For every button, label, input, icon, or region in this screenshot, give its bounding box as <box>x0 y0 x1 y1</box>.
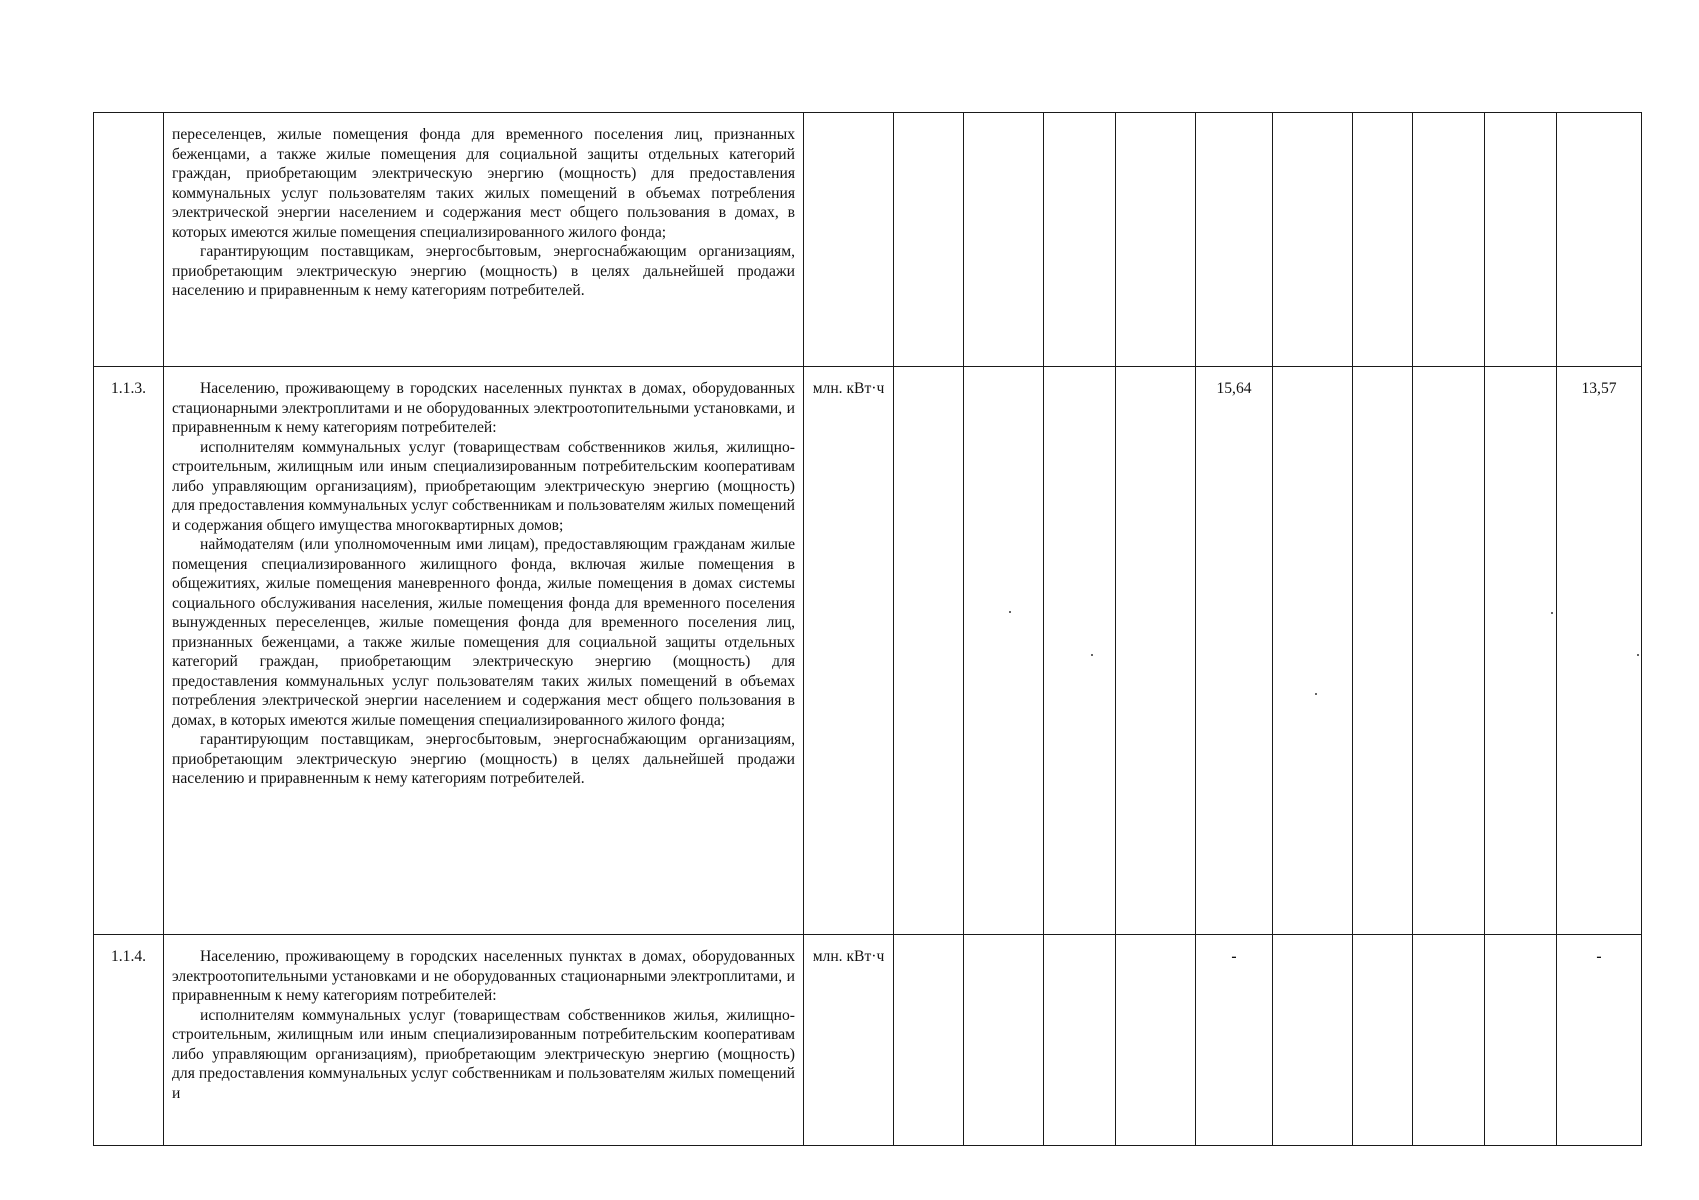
value-cell <box>1413 113 1485 367</box>
paragraph: гарантирующим поставщикам, энергосбытовым, энергоснабжающим организациям, приобретающим электрическую энергию (мощность) в целях дальнейшей продажи населению и приравненным к нему категориям потребителей. <box>172 243 795 299</box>
table-row <box>94 113 1642 367</box>
value-cell <box>1044 935 1116 1146</box>
value-cell <box>1273 113 1353 367</box>
value-cell <box>1116 367 1196 935</box>
value-cell: - <box>1196 935 1273 1146</box>
paragraph: гарантирующим поставщикам, энергосбытовым, энергоснабжающим организациям, приобретающим электрическую энергию (мощность) в целях дальнейшей продажи населению и приравненным к нему категориям потребителей. <box>172 731 795 787</box>
table-row <box>94 367 1642 935</box>
value-cell <box>1044 113 1116 367</box>
row-number <box>94 113 164 367</box>
value-cell <box>964 935 1044 1146</box>
scan-speck <box>1315 693 1317 695</box>
scan-speck <box>1637 654 1639 656</box>
paragraph: исполнителям коммунальных услуг (товариществам собственников жилья, жилищно-строительным, жилищным или иным специализированным потребительским кооперативам либо управляющим организациям), приобретающим электрическую энергию (мощность) для предоставления коммунальных услуг собственникам и пользователям жилых помещений и <box>172 1006 795 1102</box>
value-cell <box>1273 935 1353 1146</box>
value-cell <box>1485 367 1557 935</box>
value-cell <box>894 367 964 935</box>
paragraph: исполнителям коммунальных услуг (товариществам собственников жилья, жилищно-строительным, жилищным или иным специализированным потребительским кооперативам либо управляющим организациям), приобретающим электрическую энергию (мощность) для предоставления коммунальных услуг собственникам и пользователям жилых помещений и содержания общего имущества многоквартирных домов; <box>172 438 795 534</box>
row-description <box>164 367 804 935</box>
value-cell <box>1485 113 1557 367</box>
scan-speck <box>1551 612 1553 614</box>
value-cell: 15,64 <box>1196 367 1273 935</box>
tariff-table <box>93 112 1642 1146</box>
value-cell <box>1557 113 1642 367</box>
value-cell <box>894 113 964 367</box>
scan-speck <box>1091 654 1093 656</box>
value-cell <box>1485 935 1557 1146</box>
value-cell <box>1044 367 1116 935</box>
value-cell <box>1413 367 1485 935</box>
row-description <box>164 935 804 1146</box>
value-cell <box>1196 113 1273 367</box>
scan-speck <box>1009 611 1011 613</box>
value-cell: - <box>1557 935 1642 1146</box>
value-cell <box>1413 935 1485 1146</box>
table-row <box>94 935 1642 1146</box>
unit-cell: млн. кВт·ч <box>804 367 894 935</box>
paragraph: наймодателям (или уполномоченным ими лицам), предоставляющим гражданам жилые помещения специализированного жилищного фонда, включая жилые помещения в общежитиях, жилые помещения маневренного фонда, жилые помещения в домах системы социального обслуживания населения, жилые помещения фонда для временного поселения вынужденных переселенцев, жилые помещения фонда для временного поселения лиц, признанных беженцами, а также жилые помещения для социальной защиты отдельных категорий граждан, приобретающим электрическую энергию (мощность) для предоставления коммунальных услуг пользователям таких жилых помещений в объемах потребления электрической энергии населением и содержания мест общего пользования в домах, в которых имеются жилые помещения специализированного жилого фонда; <box>172 536 795 729</box>
value-cell <box>1353 935 1413 1146</box>
paragraph: Населению, проживающему в городских населенных пунктах в домах, оборудованных электроотопительными установками и не оборудованных стационарными электроплитами, и приравненным к нему категориям потребителей: <box>172 948 795 1004</box>
value-cell <box>964 113 1044 367</box>
value-cell <box>1353 367 1413 935</box>
value-cell <box>1353 113 1413 367</box>
value-cell <box>1116 113 1196 367</box>
value-cell: 13,57 <box>1557 367 1642 935</box>
paragraph: Населению, проживающему в городских населенных пунктах в домах, оборудованных стационарными электроплитами и не оборудованных электроотопительными установками, и приравненным к нему категориям потребителей: <box>172 380 795 436</box>
row-number: 1.1.3. <box>94 367 164 935</box>
row-number: 1.1.4. <box>94 935 164 1146</box>
value-cell <box>894 935 964 1146</box>
value-cell <box>1116 935 1196 1146</box>
unit-cell: млн. кВт·ч <box>804 935 894 1146</box>
row-description <box>164 113 804 367</box>
paragraph: переселенцев, жилые помещения фонда для временного поселения лиц, признанных беженцами, а также жилые помещения для социальной защиты отдельных категорий граждан, приобретающим электрическую энергию (мощность) для предоставления коммунальных услуг пользователям таких жилых помещений в объемах потребления электрической энергии населением и содержания мест общего пользования в домах, в которых имеются жилые помещения специализированного жилого фонда; <box>172 126 795 241</box>
value-cell <box>1273 367 1353 935</box>
value-cell <box>964 367 1044 935</box>
unit-cell <box>804 113 894 367</box>
